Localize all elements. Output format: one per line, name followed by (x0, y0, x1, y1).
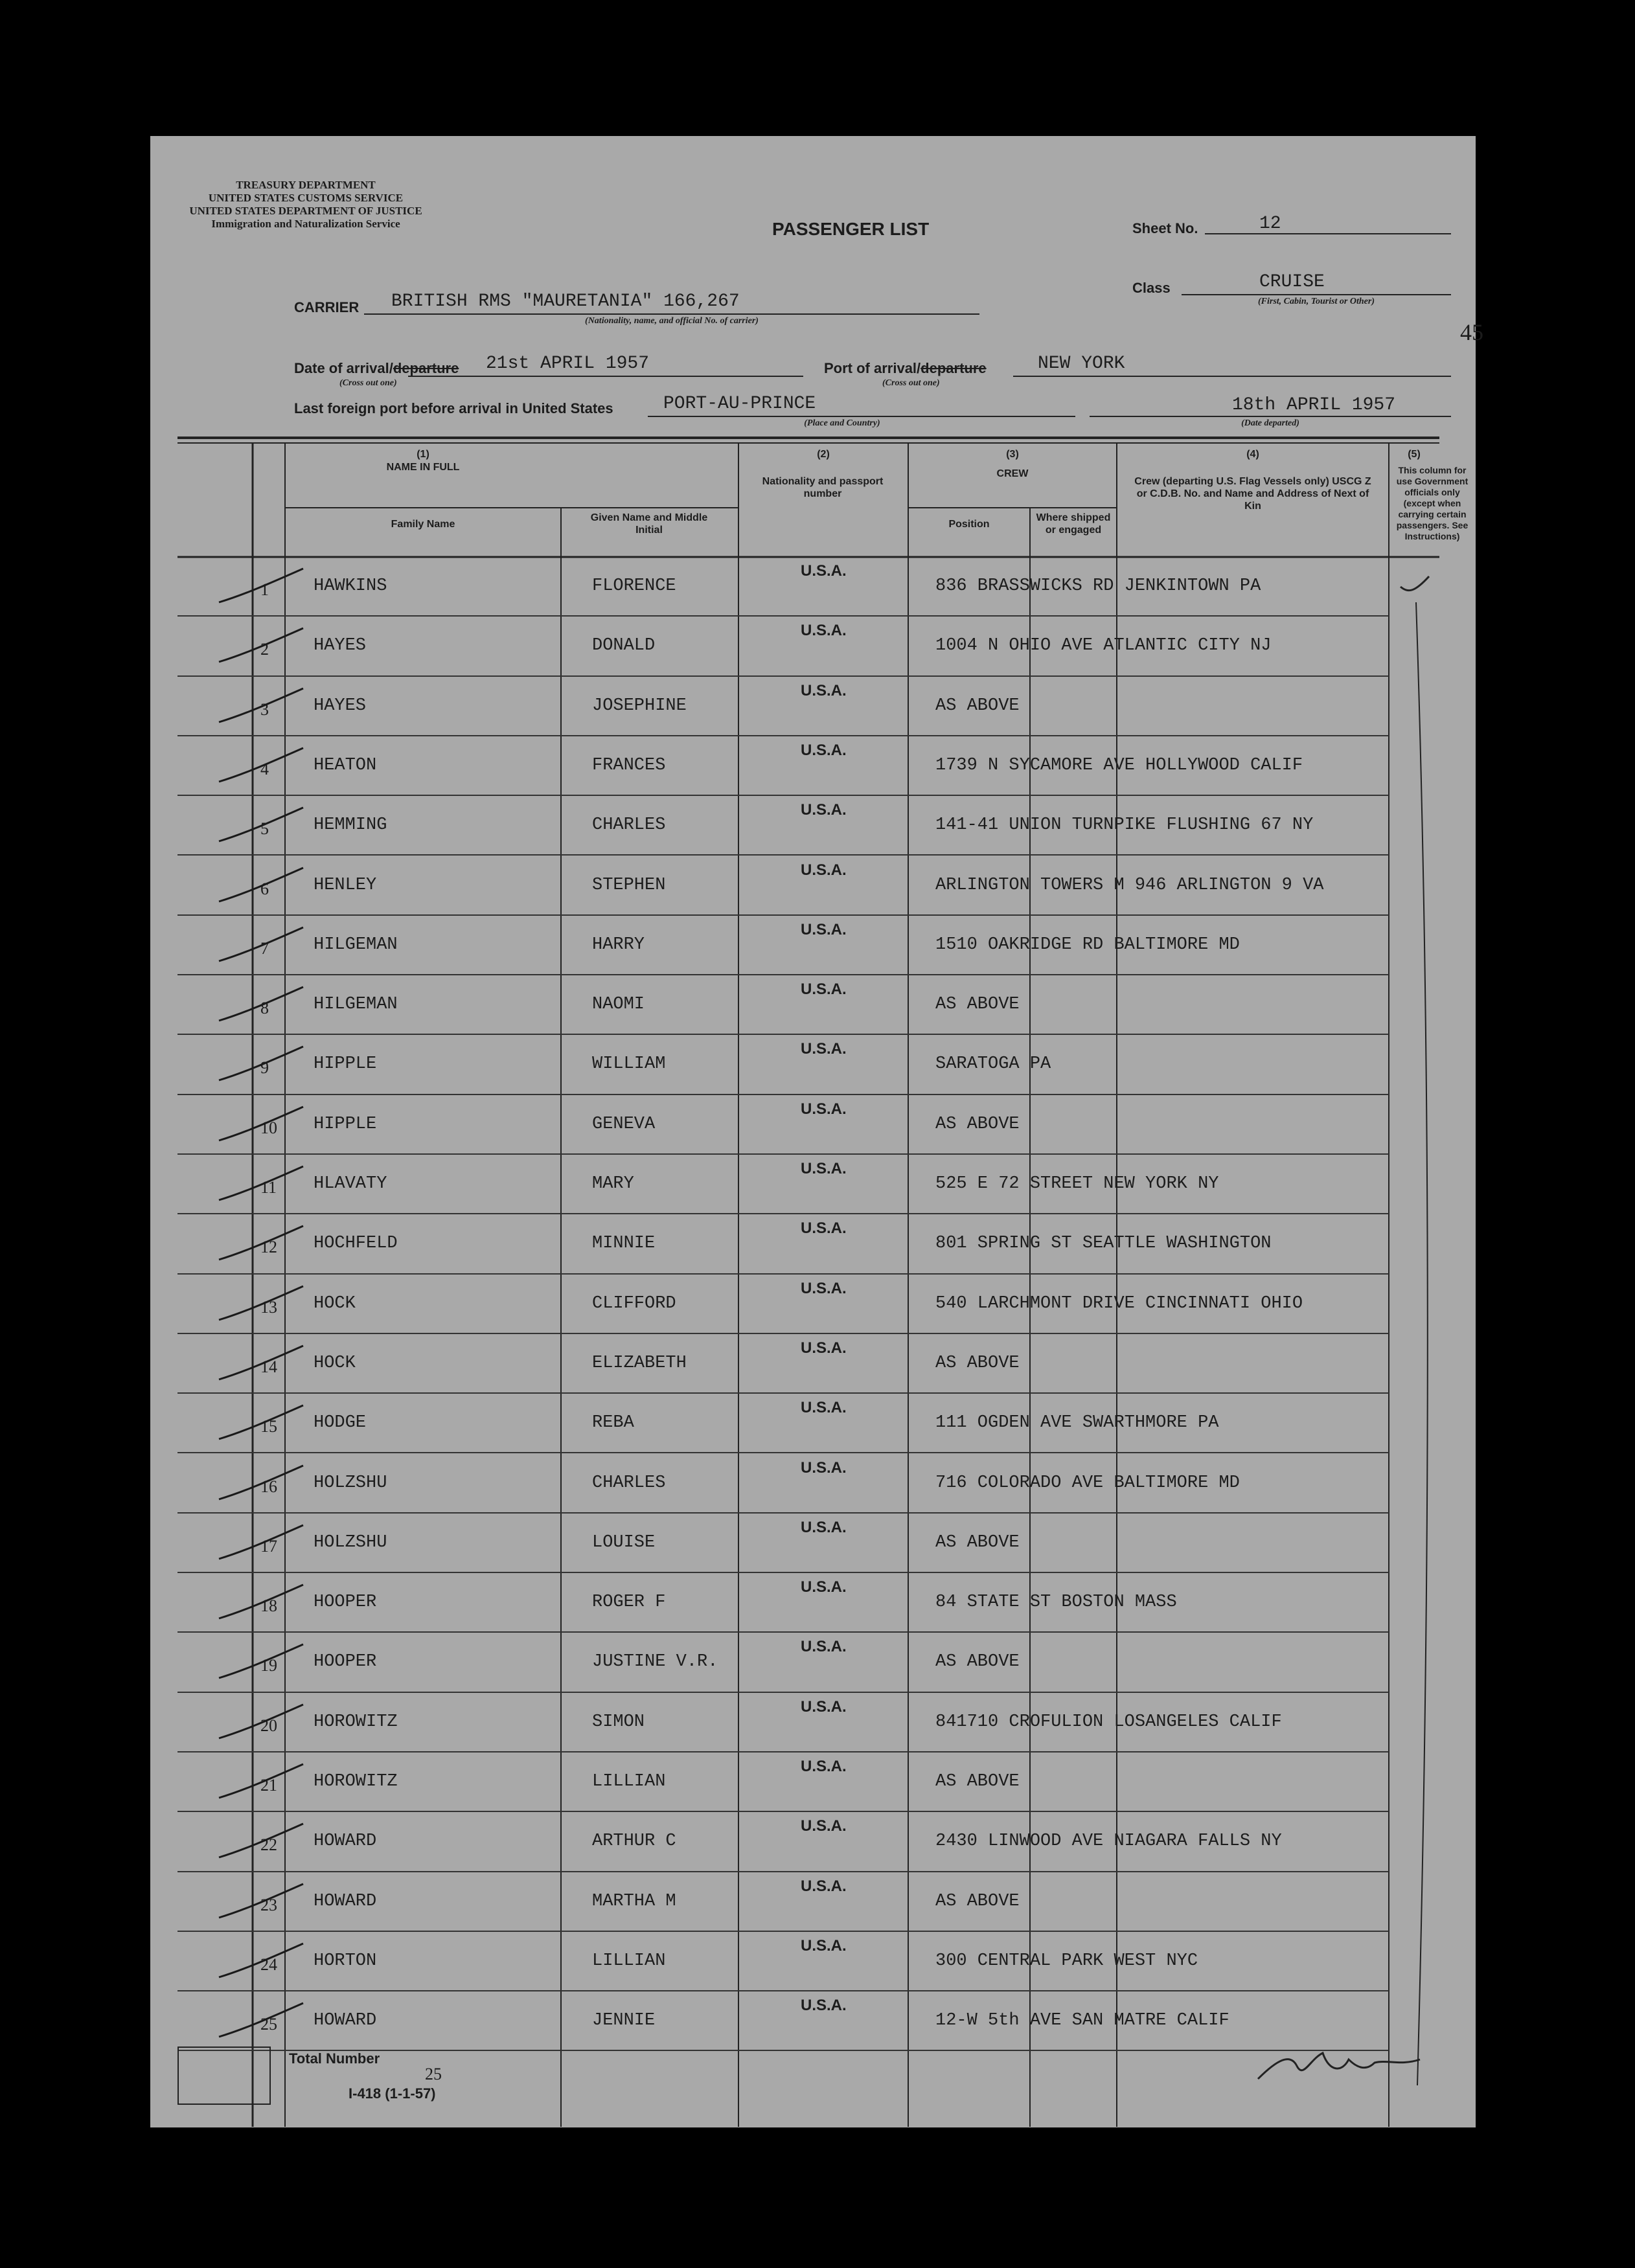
nationality: U.S.A. (801, 920, 847, 938)
col-where-shipped: Where shipped or engaged (1036, 512, 1111, 536)
col2-number: (2) (817, 449, 830, 460)
given-name: CHARLES (592, 1473, 666, 1493)
row-number: 20 (260, 1716, 277, 1735)
given-name: CHARLES (592, 815, 666, 835)
row-number: 5 (260, 819, 269, 839)
address: 801 SPRING ST SEATTLE WASHINGTON (935, 1234, 1272, 1254)
carrier-caption: (Nationality, name, and official No. of carrier) (585, 316, 759, 326)
agency-line-4: Immigration and Naturalization Service (211, 218, 400, 230)
nationality: U.S.A. (801, 622, 847, 640)
official-annotation (1389, 557, 1467, 2127)
class-caption: (First, Cabin, Tourist or Other) (1258, 297, 1375, 306)
tick-mark (212, 796, 310, 856)
family-name: HODGE (314, 1413, 367, 1433)
table-row (177, 1155, 1439, 1214)
given-name: MARTHA M (592, 1891, 676, 1911)
given-name: LILLIAN (592, 1951, 666, 1971)
table-row (177, 1334, 1439, 1394)
family-name: HOLZSHU (314, 1473, 387, 1493)
table-row (177, 1633, 1439, 1692)
address: AS ABOVE (935, 696, 1020, 716)
tick-mark (212, 1573, 310, 1633)
address: 540 LARCHMONT DRIVE CINCINNATI OHIO (935, 1293, 1303, 1313)
row-number: 16 (260, 1477, 277, 1496)
tick-mark (212, 1812, 310, 1872)
foreign-port-label: Last foreign port before arrival in United States (294, 400, 613, 416)
nationality: U.S.A. (801, 1399, 847, 1417)
family-name: HOWARD (314, 1891, 377, 1911)
nationality: U.S.A. (801, 1100, 847, 1118)
table-row (177, 1214, 1439, 1274)
address: 1510 OAKRIDGE RD BALTIMORE MD (935, 935, 1240, 955)
tick-mark (212, 736, 310, 796)
carrier-label: CARRIER (294, 299, 360, 315)
family-name: HIPPLE (314, 1114, 377, 1134)
tick-mark (212, 916, 310, 975)
row-number: 8 (260, 999, 269, 1018)
table-row (177, 1573, 1439, 1633)
tick-mark (212, 1693, 310, 1752)
col1-title: NAME IN FULL (386, 462, 460, 473)
address: 1739 N SYCAMORE AVE HOLLYWOOD CALIF (935, 755, 1303, 775)
family-name: HOROWITZ (314, 1772, 398, 1791)
nationality: U.S.A. (801, 801, 847, 819)
table-row (177, 736, 1439, 796)
total-label: Total Number (289, 2050, 380, 2067)
arrival-date-struck: departure (393, 360, 459, 376)
row-number: 12 (260, 1238, 277, 1257)
row-number: 21 (260, 1776, 277, 1795)
nationality: U.S.A. (801, 1758, 847, 1775)
table-row (177, 1394, 1439, 1453)
tick-mark (212, 1095, 310, 1155)
given-name: JOSEPHINE (592, 696, 687, 716)
row-number: 18 (260, 1596, 277, 1616)
given-name: NAOMI (592, 995, 645, 1015)
address: AS ABOVE (935, 1532, 1020, 1552)
given-name: SIMON (592, 1712, 645, 1732)
nationality: U.S.A. (801, 1817, 847, 1835)
given-name: MARY (592, 1174, 634, 1194)
address: 716 COLORADO AVE BALTIMORE MD (935, 1473, 1240, 1493)
given-name: ELIZABETH (592, 1353, 687, 1373)
nationality: U.S.A. (801, 1219, 847, 1238)
arrival-port-struck: departure (920, 360, 987, 376)
table-row (177, 557, 1439, 617)
col-govt-note: This column for use Government officials only (except when carrying certain passengers. See Instructions) (1396, 465, 1469, 541)
given-name: MINNIE (592, 1234, 656, 1254)
nationality: U.S.A. (801, 861, 847, 879)
given-name: ARTHUR C (592, 1831, 676, 1852)
address: ARLINGTON TOWERS M 946 ARLINGTON 9 VA (935, 875, 1324, 895)
row-number: 17 (260, 1536, 277, 1556)
family-name: HEATON (314, 755, 377, 775)
address: 841710 CROFULION LOSANGELES CALIF (935, 1712, 1282, 1732)
nationality: U.S.A. (801, 1936, 847, 1955)
tick-mark (212, 1035, 310, 1094)
given-name: HARRY (592, 935, 645, 955)
nationality: U.S.A. (801, 1040, 847, 1058)
row-number: 13 (260, 1297, 277, 1317)
given-name: CLIFFORD (592, 1293, 676, 1313)
family-name: HLAVATY (314, 1174, 387, 1194)
address: 1004 N OHIO AVE ATLANTIC CITY NJ (935, 636, 1272, 656)
form-number: I-418 (1-1-57) (349, 2085, 436, 2102)
family-name: HOWARD (314, 1831, 377, 1852)
row-number: 4 (260, 759, 269, 778)
table-row (177, 916, 1439, 975)
row-number: 24 (260, 1955, 277, 1974)
tick-mark (212, 975, 310, 1035)
given-name: JENNIE (592, 2011, 656, 2031)
carrier-value: BRITISH RMS "MAURETANIA" 166,267 (391, 291, 740, 312)
col3-number: (3) (1006, 449, 1019, 460)
family-name: HOCHFELD (314, 1234, 398, 1254)
class-value: CRUISE (1259, 272, 1325, 292)
given-name: DONALD (592, 636, 656, 656)
sheet-number: 12 (1259, 214, 1281, 234)
tick-mark (212, 677, 310, 736)
arrival-date-label (294, 360, 459, 377)
family-name: HAYES (314, 696, 367, 716)
col1-number: (1) (417, 449, 429, 460)
col4-number: (4) (1246, 449, 1259, 460)
address: AS ABOVE (935, 1772, 1020, 1791)
agency-line-2: UNITED STATES CUSTOMS SERVICE (208, 192, 404, 204)
family-name: HIPPLE (314, 1054, 377, 1074)
tick-mark (212, 1752, 310, 1812)
agency-line-1: TREASURY DEPARTMENT (236, 179, 376, 191)
row-number: 15 (260, 1417, 277, 1436)
family-name: HOOPER (314, 1652, 377, 1672)
given-name: LILLIAN (592, 1772, 666, 1791)
family-name: HOOPER (314, 1593, 377, 1613)
tick-mark (212, 1334, 310, 1394)
nationality: U.S.A. (801, 1160, 847, 1177)
col5-number: (5) (1408, 449, 1421, 460)
tick-mark (212, 1514, 310, 1573)
nationality: U.S.A. (801, 1638, 847, 1656)
tick-mark (212, 1155, 310, 1214)
family-name: HOLZSHU (314, 1532, 387, 1552)
given-name: ROGER F (592, 1593, 666, 1613)
tick-mark (212, 1214, 310, 1274)
foreign-port-caption: (Place and Country) (804, 418, 880, 428)
address: AS ABOVE (935, 1353, 1020, 1373)
tick-mark (212, 557, 310, 617)
given-name: REBA (592, 1413, 634, 1433)
nationality: U.S.A. (801, 1697, 847, 1716)
address: 12-W 5th AVE SAN MATRE CALIF (935, 2011, 1229, 2031)
class-label: Class (1132, 280, 1171, 296)
agency-line-3: UNITED STATES DEPARTMENT OF JUSTICE (189, 205, 422, 217)
nationality: U.S.A. (801, 681, 847, 699)
family-name: HOCK (314, 1353, 356, 1373)
nationality: U.S.A. (801, 981, 847, 999)
page-number: 45 (1460, 319, 1483, 345)
family-name: HILGEMAN (314, 935, 398, 955)
address: SARATOGA PA (935, 1054, 1051, 1074)
nationality: U.S.A. (801, 562, 847, 580)
table-row (177, 796, 1439, 856)
arrival-date-crossout: (Cross out one) (339, 378, 397, 388)
table-row (177, 975, 1439, 1035)
arrival-port-label-text: Port of arrival/ (824, 360, 921, 376)
nationality: U.S.A. (801, 1458, 847, 1477)
nationality: U.S.A. (801, 1578, 847, 1596)
foreign-port-date: 18th APRIL 1957 (1232, 395, 1396, 415)
tick-mark (212, 1454, 310, 1514)
row-number: 6 (260, 879, 269, 898)
row-number: 9 (260, 1058, 269, 1078)
address: AS ABOVE (935, 995, 1020, 1015)
tick-mark (212, 1872, 310, 1932)
row-number: 14 (260, 1357, 277, 1376)
tick-mark (212, 856, 310, 916)
table-row (177, 1991, 1439, 2051)
sheet-label: Sheet No. (1132, 220, 1198, 236)
col-crew-note: Crew (departing U.S. Flag Vessels only) USCG Z or C.D.B. No. and Name and Address of Next of Kin (1134, 476, 1371, 512)
tick-mark (212, 1932, 310, 1991)
arrival-port-label (824, 360, 987, 377)
table-row (177, 1275, 1439, 1334)
col-nationality: Nationality and passport number (762, 476, 884, 499)
table-row (177, 677, 1439, 736)
arrival-port-crossout: (Cross out one) (882, 378, 940, 388)
address: 2430 LINWOOD AVE NIAGARA FALLS NY (935, 1831, 1282, 1852)
address: 836 BRASSWICKS RD JENKINTOWN PA (935, 576, 1261, 596)
passenger-list-sheet (150, 136, 1483, 2127)
row-number: 22 (260, 1835, 277, 1855)
row-number: 23 (260, 1895, 277, 1914)
row-number: 7 (260, 938, 269, 958)
nationality: U.S.A. (801, 1339, 847, 1357)
table-row (177, 1035, 1439, 1094)
col-family-name: Family Name (391, 519, 455, 530)
nationality: U.S.A. (801, 1877, 847, 1895)
nationality: U.S.A. (801, 1997, 847, 2015)
agency-header (189, 179, 422, 231)
table-row (177, 1872, 1439, 1932)
given-name: FRANCES (592, 755, 666, 775)
family-name: HOCK (314, 1293, 356, 1313)
table-body (177, 557, 1439, 2127)
family-name: HILGEMAN (314, 995, 398, 1015)
row-number: 3 (260, 699, 269, 719)
given-name: FLORENCE (592, 576, 676, 596)
table-row (177, 1095, 1439, 1155)
row-number: 2 (260, 640, 269, 659)
table-row (177, 1693, 1439, 1752)
family-name: HEMMING (314, 815, 387, 835)
table-row (177, 1514, 1439, 1573)
arrival-date-value: 21st APRIL 1957 (486, 354, 650, 374)
family-name: HAYES (314, 636, 367, 656)
table-row (177, 1932, 1439, 1991)
nationality: U.S.A. (801, 741, 847, 759)
given-name: JUSTINE V.R. (592, 1652, 718, 1672)
total-value: 25 (425, 2065, 442, 2083)
address: AS ABOVE (935, 1114, 1020, 1134)
arrival-date-label-text: Date of arrival/ (294, 360, 393, 376)
tick-mark (212, 1275, 310, 1334)
col-position: Position (948, 519, 990, 530)
given-name: STEPHEN (592, 875, 666, 895)
table-row (177, 1812, 1439, 1872)
given-name: WILLIAM (592, 1054, 666, 1074)
address: AS ABOVE (935, 1891, 1020, 1911)
address: 525 E 72 STREET NEW YORK NY (935, 1174, 1219, 1194)
nationality: U.S.A. (801, 1279, 847, 1297)
address: 84 STATE ST BOSTON MASS (935, 1593, 1177, 1613)
family-name: HENLEY (314, 875, 377, 895)
row-number: 10 (260, 1118, 277, 1137)
table-row (177, 1752, 1439, 1812)
signature (1252, 2040, 1446, 2092)
tick-mark (212, 617, 310, 676)
col-crew: CREW (996, 468, 1029, 479)
foreign-port-date-caption: (Date departed) (1241, 418, 1299, 428)
row-number: 25 (260, 2015, 277, 2034)
table-row (177, 1454, 1439, 1514)
page-title: PASSENGER LIST (772, 219, 930, 239)
family-name: HORTON (314, 1951, 377, 1971)
passenger-table (177, 437, 1469, 2127)
address: 300 CENTRAL PARK WEST NYC (935, 1951, 1198, 1971)
row-number: 11 (260, 1178, 277, 1197)
arrival-port-value: NEW YORK (1038, 354, 1125, 374)
row-number: 19 (260, 1656, 277, 1675)
col-given-name: Given Name and Middle Initial (590, 512, 708, 536)
foreign-port-value: PORT-AU-PRINCE (663, 394, 816, 414)
given-name: GENEVA (592, 1114, 656, 1134)
tick-mark (212, 1394, 310, 1453)
tick-mark (212, 1633, 310, 1692)
family-name: HOROWITZ (314, 1712, 398, 1732)
row-number: 1 (260, 580, 269, 599)
table-row (177, 617, 1439, 676)
address: 111 OGDEN AVE SWARTHMORE PA (935, 1413, 1219, 1433)
tick-mark (212, 1991, 310, 2051)
given-name: LOUISE (592, 1532, 656, 1552)
family-name: HOWARD (314, 2011, 377, 2031)
total-box (177, 2047, 271, 2105)
family-name: HAWKINS (314, 576, 387, 596)
address: AS ABOVE (935, 1652, 1020, 1672)
nationality: U.S.A. (801, 1518, 847, 1536)
table-row (177, 856, 1439, 916)
address: 141-41 UNION TURNPIKE FLUSHING 67 NY (935, 815, 1314, 835)
